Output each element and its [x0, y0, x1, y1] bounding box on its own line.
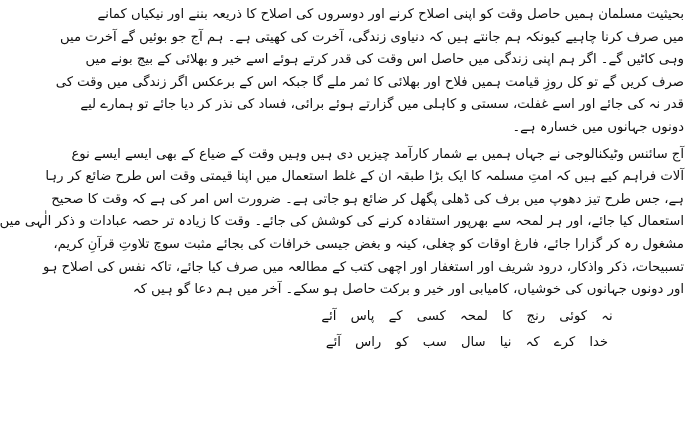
paragraph-line: تسبیحات، ذکر واذکار، درود شریف اور استغفار اور اچھی کتب کے مطالعہ میں صرف کیا جائے، تاکہ نفس کی اصلاح ہو [42, 259, 684, 275]
poem-verse: نہ کوئی رنج کا لمحہ کسی کے پاس آئے [321, 308, 613, 324]
paragraph-line: قدر نہ کی جائے اور اسے غفلت، سستی و کاہلی میں گزارتے ہوئے برائی، فساد کی نذر کر دیا جائے تو ہمارے لیے [80, 97, 684, 113]
paragraph-line: دونوں جہانوں میں خسارہ ہے۔ [512, 119, 684, 135]
paragraph-line: اور دونوں جہانوں کی خوشیاں، کامیابی اور خیر و برکت حاصل ہو سکے۔ آخر میں ہم دعا گو ہیں کہ [132, 282, 684, 298]
paragraph-line: آج سائنس وٹیکنالوجی نے جہاں ہمیں بے شمار کارآمد چیزیں دی ہیں وہیں وقت کے ضیاع کے بھی ایسے ایسے نوع [71, 146, 684, 162]
paragraph-line: وہی کاٹیں گے۔ اگر ہم اپنی زندگی میں حاصل اس وقت کی قدر کرتے ہوئے اسے خیر و بھلائی کے بیج بونے میں [85, 52, 684, 68]
paragraph-line: مشغول رہ کر گزارا جائے، فارغ اوقات کو چغلی، کینہ و بغض جیسی خرافات کی بجائے مثبت سوچ تلاوتِ قرآنِ کریم، [53, 236, 684, 252]
paragraph-line: آلات فراہم کیے ہیں کہ امتِ مسلمہ کا ایک بڑا طبقہ ان کے غلط استعمال میں اپنا قیمتی وقت اس طرح ضائع کر رہا [45, 169, 684, 185]
paragraph-line: میں صرف کرنا چاہیے کیونکہ ہم جانتے ہیں کہ دنیاوی زندگی، آخرت کی کھیتی ہے۔ ہم آج جو بوئیں گے آخرت میں [59, 29, 684, 45]
paragraph-time-value [55, 4, 684, 140]
paragraph-technology [0, 144, 684, 302]
poem-verse: خدا کرے کہ نیا سال سب کو راس آئے [325, 334, 609, 350]
paragraph-line: صرف کریں گے تو کل روزِ قیامت ہمیں فلاح اور بھلائی کا ثمر ملے گا جبکہ اس کے برعکس اگر زندگی میں وقت کی [55, 74, 684, 90]
paragraph-line: ہے، جس طرح تیز دھوپ میں برف کی ڈھلی پگھل کر ضائع ہو جاتی ہے۔ ضرورت اس امر کی ہے کہ وقت کا صحیح [51, 191, 684, 207]
poem-couplet [250, 304, 684, 356]
paragraph-line: استعمال کیا جائے، اور ہر لمحہ سے بھرپور استفادہ کرنے کی کوشش کی جائے۔ وقت کا زیادہ تر حصہ عبادات و ذکر الٰہی میں [0, 214, 684, 230]
paragraph-line: بحیثیت مسلمان ہمیں حاصل وقت کو اپنی اصلاح کرنے اور دوسروں کی اصلاح کا ذریعہ بننے اور نیکیاں کمانے [97, 7, 684, 22]
